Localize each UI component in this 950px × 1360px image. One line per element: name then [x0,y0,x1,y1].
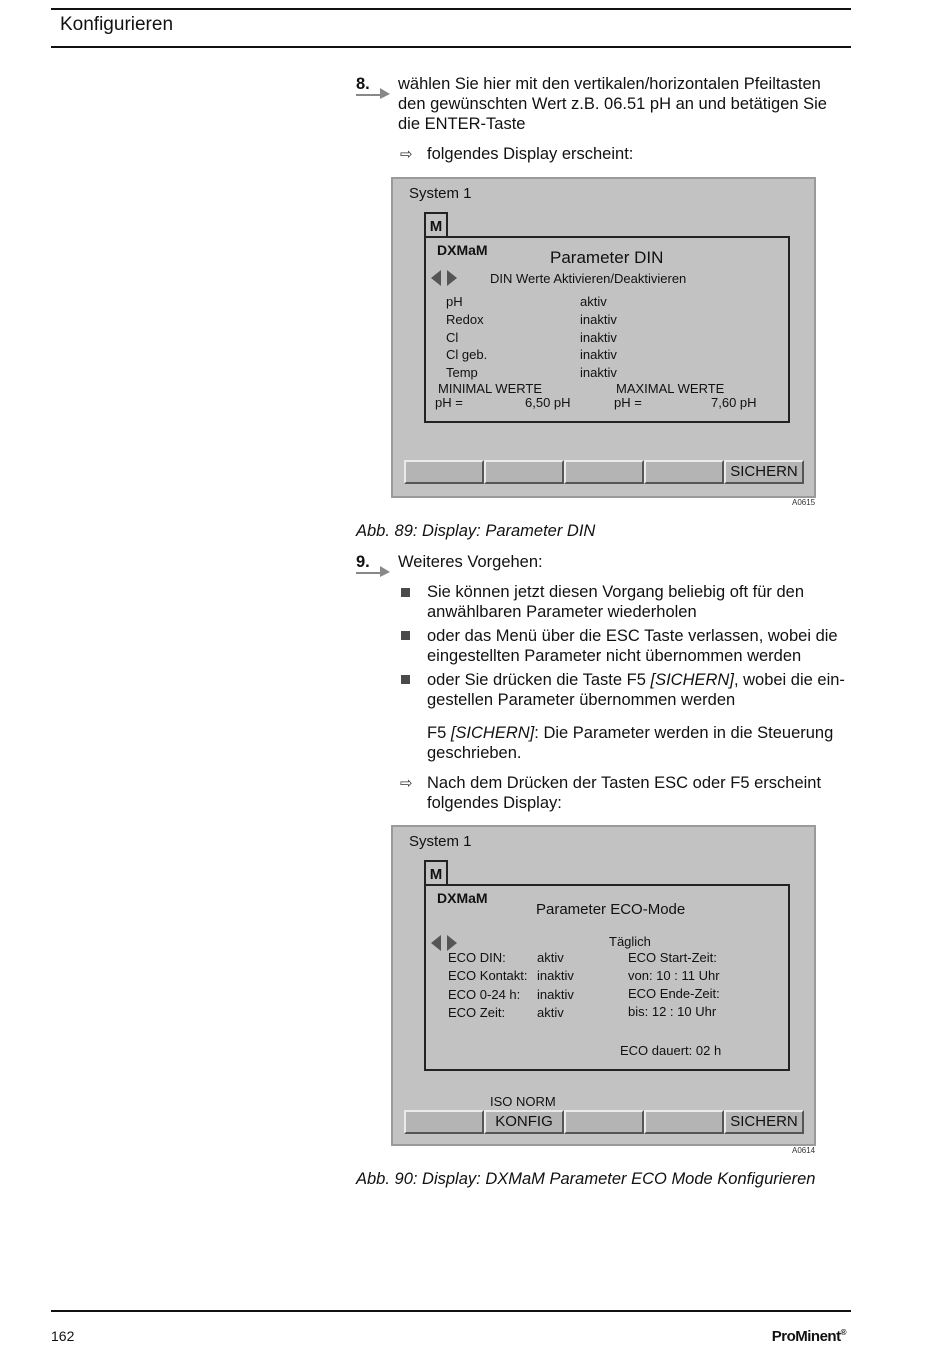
eco-end-time-label: ECO Ende-Zeit: [628,986,720,1001]
bullet-1-line-2: anwählbaren Parameter wiederholen [427,603,697,621]
min-values-label: MINIMAL WERTE [438,381,543,396]
display-system-label: System 1 [409,833,472,850]
footer-rule [51,1310,851,1312]
eco-daily-label: Täglich [609,934,651,949]
bullet-3-line-2: gestellen Parameter übernommen werden [427,691,736,709]
left-right-arrows-icon [431,270,457,286]
max-ph-value: 7,60 pH [711,395,757,410]
note-line-1 [427,723,833,743]
bullet-3-text-a: oder Sie drücken die Taste F5 [427,671,651,689]
bullet-square-icon [401,631,410,640]
logo-registered-mark: ® [840,1328,846,1337]
eco-row-value: aktiv [537,1005,564,1020]
display-parameter-din [391,177,816,498]
display-tab-m: M [424,212,448,238]
function-key-f4[interactable] [644,460,724,484]
display-device-label: DXMaM [437,242,488,258]
result-arrow-icon: ⇨ [400,775,413,792]
max-values-label: MAXIMAL WERTE [616,381,725,396]
left-right-arrows-icon [431,935,457,951]
header-top-rule [51,8,851,10]
step-arrow-icon [356,85,390,99]
result-arrow-icon: ⇨ [400,146,413,163]
step-9-result-line-1: Nach dem Drücken der Tasten ESC oder F5 erscheint [427,774,822,792]
eco-row-label: ECO DIN: [448,950,506,965]
param-row-state: inaktiv [580,330,617,345]
function-key-bar [404,1110,806,1134]
display-parameter-eco-mode [391,825,816,1146]
step-9-title: Weiteres Vorgehen: [398,553,543,571]
param-row-label: Cl geb. [446,347,488,362]
function-key-f5-save[interactable]: SICHERN [724,1110,804,1134]
step-8-number: 8. [356,75,370,93]
note-key-sichern: [SICHERN] [450,724,535,742]
figure-code: A0614 [792,1146,816,1155]
note-text-c: : Die Parameter werden in die Steuerung [534,724,834,742]
display-title: Parameter DIN [550,248,664,267]
eco-end-time-value: bis: 12 : 10 Uhr [628,1004,717,1019]
param-row-label: Temp [446,365,478,380]
bullet-3-key-sichern: [SICHERN] [650,671,734,689]
function-key-f2[interactable] [484,460,564,484]
function-key-f1[interactable] [404,1110,484,1134]
header-bottom-rule [51,46,851,48]
figure-caption-89: Abb. 89: Display: Parameter DIN [356,522,596,540]
param-row-state: aktiv [580,294,607,309]
bullet-2-line-1: oder das Menü über die ESC Taste verlassen, wobei die [427,627,838,645]
display-system-label: System 1 [409,185,472,202]
function-key-f3[interactable] [564,1110,644,1134]
bullet-3-line-1 [427,670,845,690]
step-arrow-icon [356,563,390,577]
display-panel [424,236,790,423]
step-8-line-3: die ENTER-Taste [398,115,526,133]
display-device-label: DXMaM [437,890,488,906]
note-line-2: geschrieben. [427,744,522,762]
eco-row-label: ECO Zeit: [448,1005,506,1020]
bullet-2-line-2: eingestellten Parameter nicht übernommen werden [427,647,802,665]
figure-code: A0615 [792,498,816,507]
bullet-square-icon [401,675,410,684]
bullet-1-line-1: Sie können jetzt diesen Vorgang beliebig oft für den [427,583,805,601]
display-title: Parameter ECO-Mode [536,901,686,918]
fkey-iso-norm-caption: ISO NORM [490,1094,556,1109]
eco-row-value: inaktiv [537,968,574,983]
step-8-line-1: wählen Sie hier mit den vertikalen/horizontalen Pfeiltasten [398,75,821,93]
param-row-label: Cl [446,330,459,345]
param-row-state: inaktiv [580,347,617,362]
function-key-f1[interactable] [404,460,484,484]
step-8-result: folgendes Display erscheint: [427,145,634,163]
bullet-square-icon [401,588,410,597]
display-panel [424,884,790,1071]
display-tab-m: M [424,860,448,886]
logo-text: ProMinent [771,1328,841,1345]
page-header-title: Konfigurieren [60,14,174,35]
param-row-label: Redox [446,312,484,327]
eco-row-label: ECO 0-24 h: [448,987,521,1002]
param-row-state: inaktiv [580,365,617,380]
eco-row-value: inaktiv [537,987,574,1002]
function-key-bar [404,460,806,484]
bullet-3-text-c: , wobei die ein- [733,671,845,689]
function-key-f5-save[interactable]: SICHERN [724,460,804,484]
function-key-f4[interactable] [644,1110,724,1134]
note-text-a: F5 [427,724,451,742]
display-subtitle: DIN Werte Aktivieren/Deaktivieren [490,271,687,286]
eco-start-time-label: ECO Start-Zeit: [628,950,717,965]
param-row-label: pH [446,294,463,309]
step-9-result-line-2: folgendes Display: [427,794,562,812]
min-ph-key: pH = [435,395,463,410]
eco-duration: ECO dauert: 02 h [620,1043,722,1058]
max-ph-key: pH = [614,395,642,410]
eco-row-label: ECO Kontakt: [448,968,528,983]
param-row-state: inaktiv [580,312,617,327]
function-key-f3[interactable] [564,460,644,484]
eco-start-time-value: von: 10 : 11 Uhr [628,968,720,983]
function-key-f2-konfig[interactable]: KONFIG [484,1110,564,1134]
min-ph-value: 6,50 pH [525,395,571,410]
step-8-line-2: den gewünschten Wert z.B. 06.51 pH an und betätigen Sie [398,95,827,113]
prominent-logo [772,1328,846,1345]
eco-row-value: aktiv [537,950,564,965]
figure-caption-90: Abb. 90: Display: DXMaM Parameter ECO Mode Konfigurieren [356,1170,816,1188]
page-number: 162 [51,1328,75,1344]
step-9-number: 9. [356,553,370,571]
